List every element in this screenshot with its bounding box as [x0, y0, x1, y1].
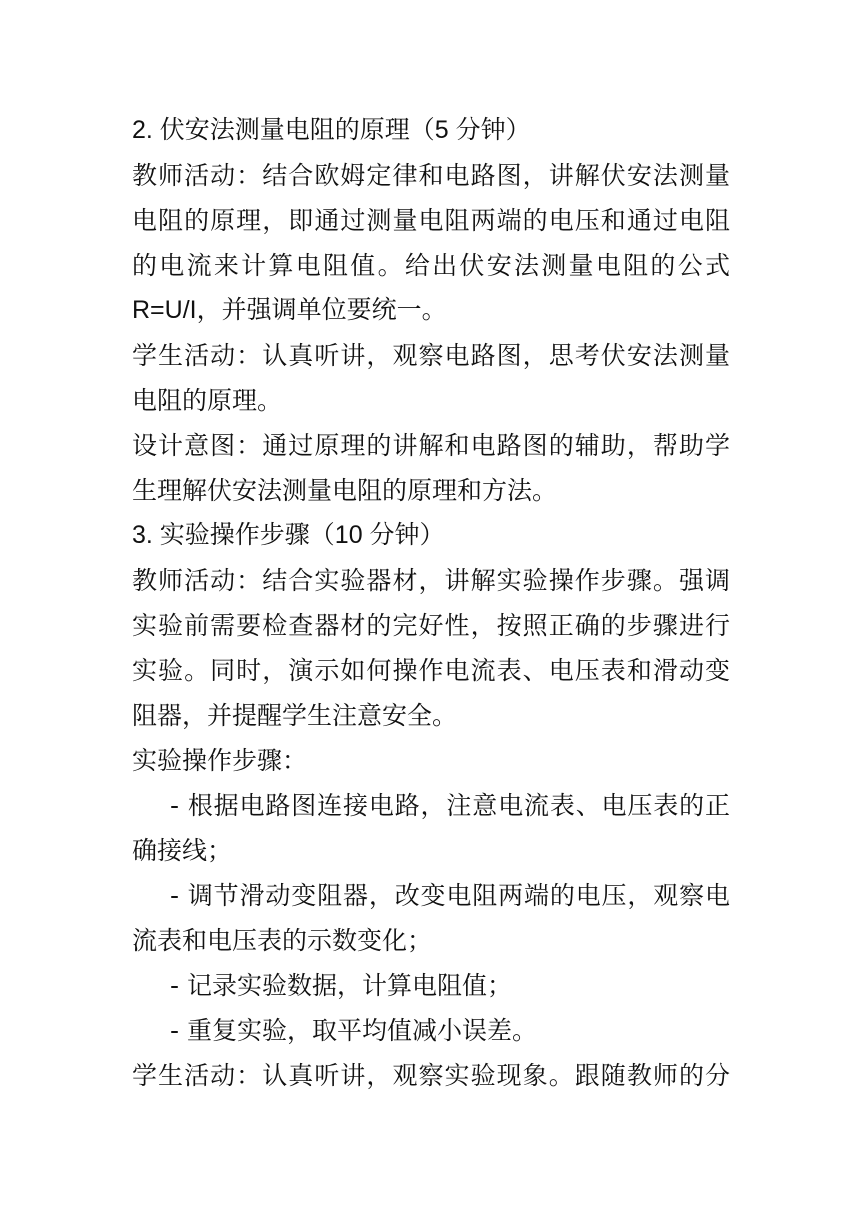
paragraph-line: 教师活动：结合欧姆定律和电路图，讲解伏安法测量	[132, 161, 730, 190]
paragraph-line: 生理解伏安法测量电阻的原理和方法。	[132, 476, 558, 505]
step-item: - 根据电路图连接电路，注意电流表、电压表的正	[170, 791, 730, 820]
section-heading-steps: 3. 实验操作步骤（10 分钟）	[132, 521, 445, 549]
paragraph-line: 学生活动：认真听讲，观察电路图，思考伏安法测量	[132, 341, 730, 370]
step-item-continuation: 确接线；	[132, 836, 233, 865]
document-page	[132, 108, 730, 1098]
paragraph-line: 阻器，并提醒学生注意安全。	[132, 701, 458, 730]
formula-line: R=U/I，并强调单位要统一。	[132, 296, 447, 324]
paragraph-line: 实验前需要检查器材的完好性，按照正确的步骤进行	[132, 611, 730, 640]
section-heading-principle: 2. 伏安法测量电阻的原理（5 分钟）	[132, 116, 531, 144]
paragraph-line: 学生活动：认真听讲，观察实验现象。跟随教师的分	[132, 1061, 730, 1090]
paragraph-line: 设计意图：通过原理的讲解和电路图的辅助，帮助学	[132, 431, 730, 460]
paragraph-line: 电阻的原理，即通过测量电阻两端的电压和通过电阻	[132, 206, 730, 235]
paragraph-line: 实验。同时，演示如何操作电流表、电压表和滑动变	[132, 656, 730, 685]
paragraph-line: 教师活动：结合实验器材，讲解实验操作步骤。强调	[132, 566, 730, 595]
step-item: - 重复实验，取平均值减小误差。	[170, 1016, 537, 1045]
step-item-continuation: 流表和电压表的示数变化；	[132, 926, 433, 955]
paragraph-line: 的电流来计算电阻值。给出伏安法测量电阻的公式	[132, 251, 730, 280]
step-item: - 调节滑动变阻器，改变电阻两端的电压，观察电	[170, 881, 730, 910]
paragraph-line: 电阻的原理。	[132, 386, 283, 415]
steps-label: 实验操作步骤：	[132, 746, 308, 775]
step-item: - 记录实验数据，计算电阻值；	[170, 971, 512, 1000]
